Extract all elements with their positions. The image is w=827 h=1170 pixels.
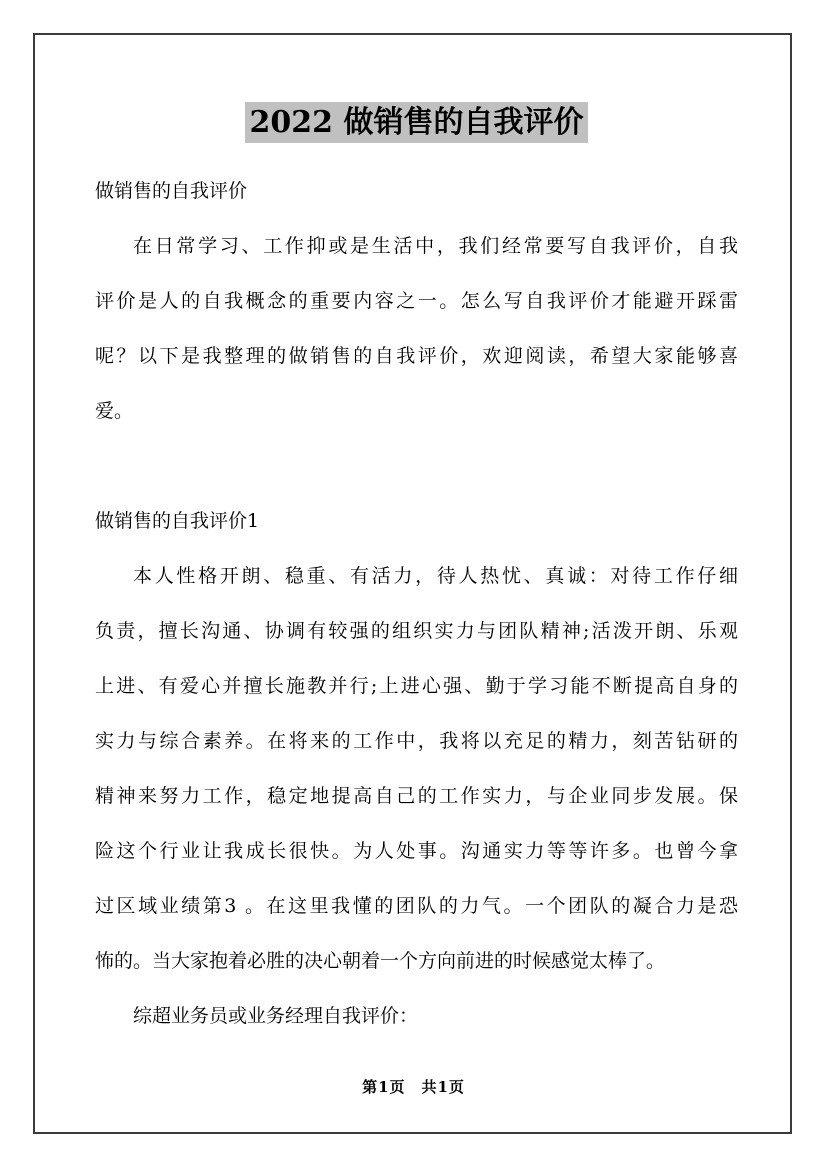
body-line: 综超业务员或业务经理自我评价： [133, 1005, 419, 1027]
document-content [95, 0, 738, 1044]
body-line: 负责，擅长沟通、协调有较强的组织实力与团队精神;活泼开朗、乐观 [95, 620, 738, 642]
body-line: 怖的。当大家抱着必胜的决心朝着一个方向前进的时候感觉太棒了。 [95, 950, 666, 972]
title-row [95, 102, 738, 143]
page-title: 2022 做销售的自我评价 [245, 102, 589, 143]
body-line: 评价是人的自我概念的重要内容之一。怎么写自我评价才能避开踩雷 [95, 290, 738, 312]
body-line: 过区域业绩第3 。在这里我懂的团队的力气。一个团队的凝合力是恐 [95, 895, 738, 917]
body-line: 精神来努力工作，稳定地提高自己的工作实力，与企业同步发展。保 [95, 785, 738, 807]
document-body [95, 164, 738, 1044]
body-line: 上进、有爱心并擅长施教并行;上进心强、勤于学习能不断提高自身的 [95, 675, 738, 697]
body-line: 做销售的自我评价1 [95, 510, 260, 532]
body-line: 呢？以下是我整理的做销售的自我评价，欢迎阅读，希望大家能够喜 [95, 345, 738, 367]
page-number: 第1页 共1页 [362, 1078, 465, 1096]
body-line: 爱。 [95, 400, 134, 422]
blank-line [95, 439, 738, 494]
page-footer [0, 1076, 827, 1098]
body-line: 险这个行业让我成长很快。为人处事。沟通实力等等许多。也曾今拿 [95, 840, 738, 862]
body-line: 在日常学习、工作抑或是生活中，我们经常要写自我评价，自我 [133, 235, 738, 257]
body-line: 做销售的自我评价 [95, 180, 248, 202]
body-line: 实力与综合素养。在将来的工作中，我将以充足的精力，刻苦钻研的 [95, 730, 738, 752]
body-line: 本人性格开朗、稳重、有活力，待人热忧、真诚：对待工作仔细 [133, 565, 738, 587]
